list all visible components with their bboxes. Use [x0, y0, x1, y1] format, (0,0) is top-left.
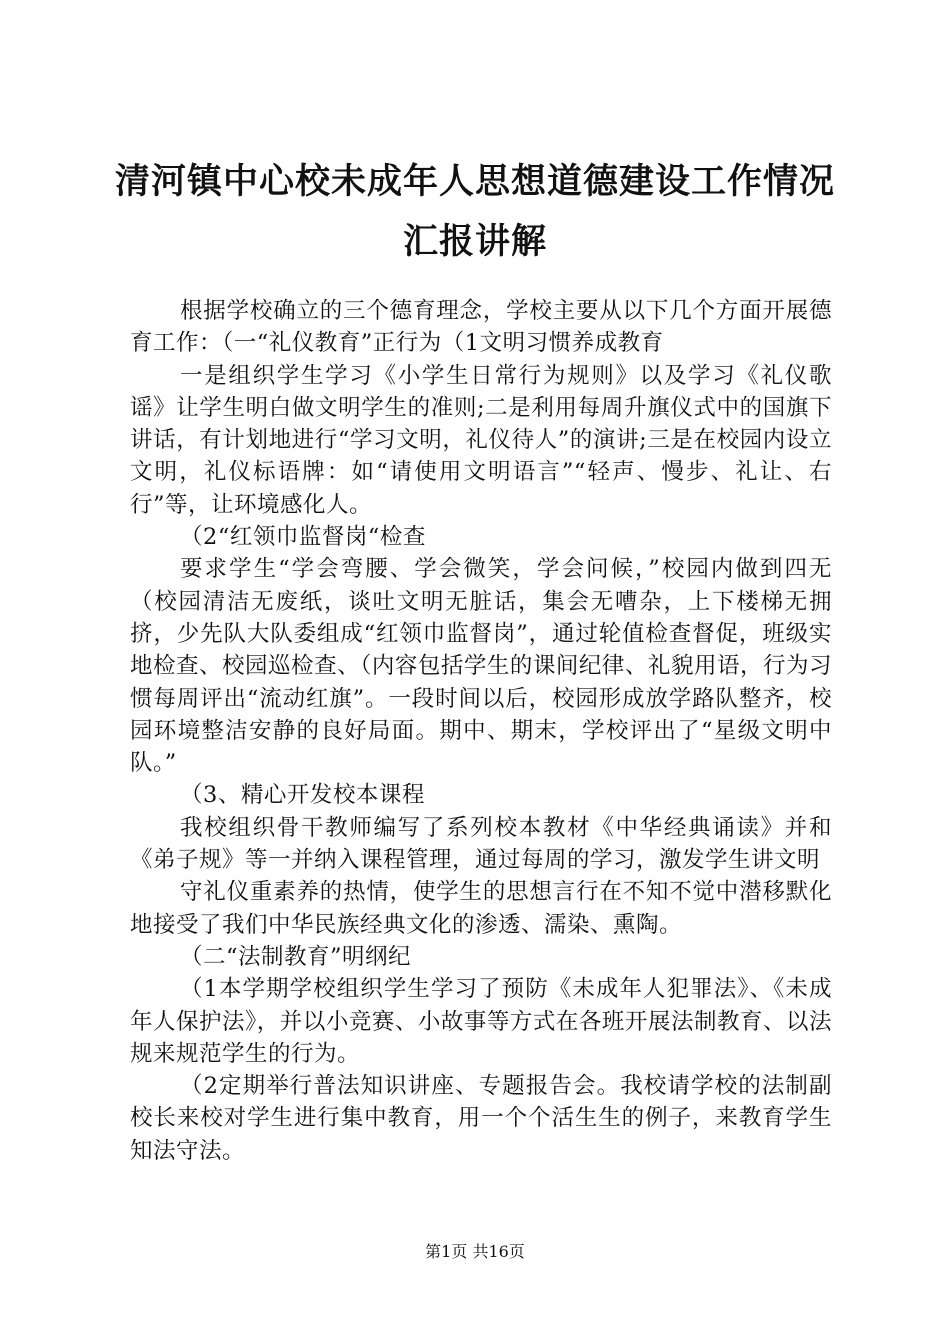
- document-title-line-1: 清河镇中心校未成年人思想道德建设工作情况: [114, 162, 835, 202]
- paragraph: （2定期举行普法知识讲座、专题报告会。我校请学校的法制副校长来校对学生进行集中教育，用一个个活生生的例子，来教育学生知法守法。: [130, 1073, 832, 1164]
- paragraph: 守礼仪重素养的热情，使学生的思想言行在不知不觉中潜移默化地接受了我们中华民族经典文化的渗透、濡染、熏陶。: [130, 879, 832, 938]
- document-title-line-2: 汇报讲解: [402, 222, 547, 262]
- document-body: [130, 295, 832, 1167]
- subheading: （2“红领巾监督岗“检查: [180, 524, 426, 551]
- paragraph: （1本学期学校组织学生学习了预防《未成年人犯罪法》、《未成年人保护法》，并以小竞赛、小故事等方式在各班开展法制教育、以法规来规范学生的行为。: [130, 976, 832, 1067]
- paragraph: 要求学生“学会弯腰、学会微笑，学会问候，”校园内做到四无（校园清洁无废纸，谈吐文明无脏话，集会无嘈杂，上下楼梯无拥挤，少先队大队委组成“红领巾监督岗”，通过轮值检查督促，班级实地检查、校园巡检查、（内容包括学生的课间纪律、礼貌用语，行为习惯每周评出“流动红旗”。一段时间以后，校园形成放学路队整齐，校园环境整洁安静的良好局面。期中、期末，学校评出了“星级文明中队。”: [130, 556, 832, 777]
- page-footer: 第1页 共16页: [425, 1242, 525, 1261]
- subheading: （二“法制教育”明纲纪: [180, 943, 412, 970]
- paragraph: 一是组织学生学习《小学生日常行为规则》以及学习《礼仪歌谣》让学生明白做文明学生的准则;二是利用每周升旗仪式中的国旗下讲话，有计划地进行“学习文明，礼仪待人”的演讲;三是在校园内设立文明，礼仪标语牌：如“请使用文明语言”“轻声、慢步、礼让、右行”等，让环境感化人。: [130, 362, 832, 518]
- subheading: （3、精心开发校本课程: [180, 782, 425, 809]
- paragraph: 我校组织骨干教师编写了系列校本教材《中华经典诵读》并和《弟子规》等一并纳入课程管理，通过每周的学习，激发学生讲文明: [130, 814, 832, 874]
- paragraph: 根据学校确立的三个德育理念，学校主要从以下几个方面开展德育工作：（一“礼仪教育”正行为（1文明习惯养成教育: [130, 298, 832, 357]
